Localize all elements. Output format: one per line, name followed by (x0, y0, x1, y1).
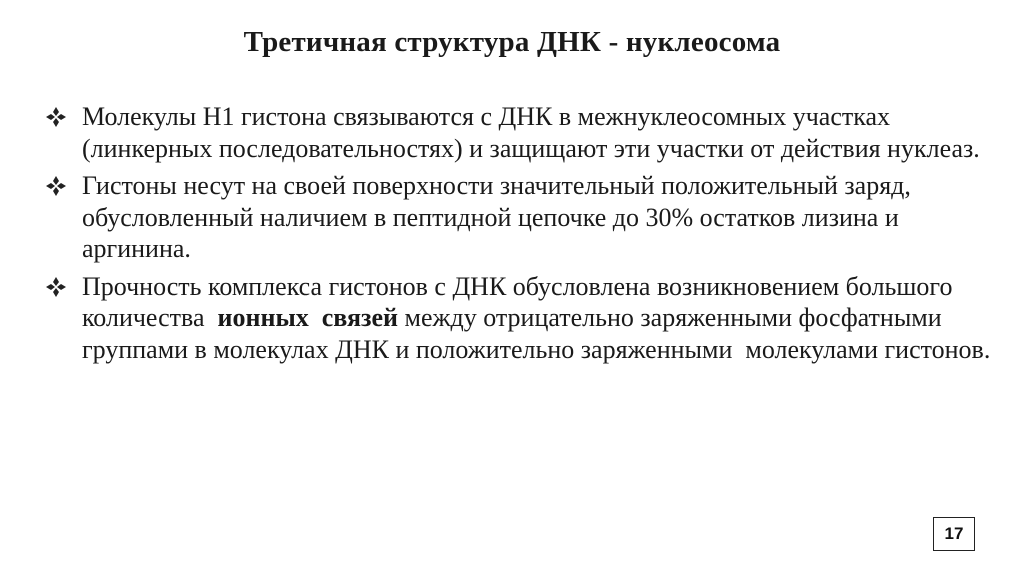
bullet-text-after: между отрицательно заряженными фосфатными группами в молекулах ДНК и положительно заряженными молекулами гистонов. (82, 303, 991, 364)
bullet-text: Гистоны несут на своей поверхности значительный положительный заряд, обусловленный наличием в пептидной цепочке до 30% остатков лизина и аргинина. (82, 171, 911, 263)
bullet-text: Молекулы Н1 гистона связываются с ДНК в межнуклеосомных участках (линкерных последовательностях) и защищают эти участки от действия нуклеаз. (82, 102, 980, 163)
diamond-four-petal-icon (44, 275, 68, 299)
diamond-four-petal-icon (44, 174, 68, 198)
diamond-four-petal-icon (44, 105, 68, 129)
slide-title: Третичная структура ДНК - нуклеосома (243, 26, 781, 58)
bullet-item (44, 271, 994, 366)
bullet-item (44, 101, 994, 164)
bullet-text-emphasis: ионных связей (217, 303, 399, 332)
page-number: 17 (933, 517, 975, 551)
bullet-list (44, 101, 994, 371)
bullet-item (44, 170, 994, 265)
bullet-text-before: Прочность комплекса гистонов с ДНК обусловлена возникновением большого количества (82, 271, 966, 332)
